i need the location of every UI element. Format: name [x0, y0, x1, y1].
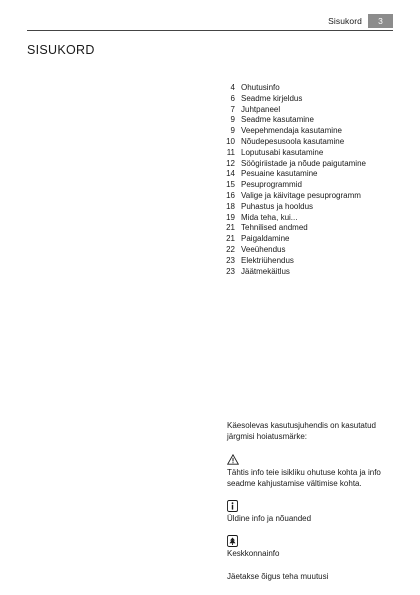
warning-text: Tähtis info teie isikliku ohutuse kohta ja info seadme kahjustamise vältimise kohta.: [227, 467, 381, 488]
toc-entry[interactable]: [213, 234, 403, 245]
toc-page: 15: [226, 180, 235, 190]
toc-page: 9: [230, 126, 235, 136]
symbol-legend: [227, 420, 397, 582]
toc-entry[interactable]: [213, 169, 403, 180]
toc-entry[interactable]: [213, 159, 403, 170]
toc-entry[interactable]: [213, 83, 403, 94]
toc-entry[interactable]: [213, 245, 403, 256]
toc-title: Elektriühendus: [241, 255, 294, 265]
toc-page: 18: [226, 201, 235, 211]
toc-title: Tehnilised andmed: [241, 223, 308, 233]
toc-entry[interactable]: [213, 105, 403, 116]
toc-page: 23: [226, 255, 235, 265]
toc-entry[interactable]: [213, 137, 403, 148]
toc-page: 11: [226, 147, 235, 157]
info-icon: [227, 500, 397, 512]
toc-page: 6: [230, 93, 235, 103]
toc-entry[interactable]: [213, 191, 403, 202]
running-title: Sisukord: [328, 16, 362, 26]
toc-title: Pesuprogrammid: [241, 180, 302, 190]
toc-page: 19: [226, 212, 235, 222]
toc-entry[interactable]: [213, 202, 403, 213]
toc-title: Seadme kasutamine: [241, 115, 314, 125]
toc-title: Puhastus ja hooldus: [241, 201, 314, 211]
warning-icon: [227, 454, 397, 466]
toc-page: 7: [230, 104, 235, 114]
toc-entry[interactable]: [213, 148, 403, 159]
toc-page: 16: [226, 190, 235, 200]
toc-page: 22: [226, 244, 235, 254]
toc-page: 12: [226, 158, 235, 168]
legal-notice: Jäetakse õigus teha muutusi: [227, 571, 329, 581]
toc-title: Veeühendus: [241, 244, 286, 254]
toc-title: Valige ja käivitage pesuprogramm: [241, 190, 361, 200]
toc-page: 21: [226, 223, 235, 233]
environment-icon: [227, 535, 397, 547]
toc-page: 21: [226, 234, 235, 244]
toc-title: Nõudepesusoola kasutamine: [241, 136, 345, 146]
environment-text: Keskkonnainfo: [227, 549, 280, 559]
info-text: Üldine info ja nõuanded: [227, 514, 312, 524]
toc-title: Loputusabi kasutamine: [241, 147, 324, 157]
toc-page: 10: [226, 136, 235, 146]
header-rule: [27, 30, 393, 31]
toc-title: Mida teha, kui...: [241, 212, 298, 222]
toc-page: 9: [230, 115, 235, 125]
toc-title: Seadme kirjeldus: [241, 93, 303, 103]
page-title: SISUKORD: [27, 43, 95, 57]
toc-entry[interactable]: [213, 180, 403, 191]
toc-title: Juhtpaneel: [241, 104, 281, 114]
toc-entry[interactable]: [213, 256, 403, 267]
toc-title: Pesuaine kasutamine: [241, 169, 318, 179]
toc-title: Jäätmekäitlus: [241, 266, 290, 276]
toc-entry[interactable]: [213, 115, 403, 126]
toc-title: Paigaldamine: [241, 234, 290, 244]
toc-title: Söögiriistade ja nõude paigutamine: [241, 158, 366, 168]
toc-entry[interactable]: [213, 213, 403, 224]
toc-title: Ohutusinfo: [241, 83, 280, 92]
toc-page: 14: [226, 169, 235, 179]
table-of-contents: [213, 83, 403, 277]
toc-entry[interactable]: [213, 94, 403, 105]
toc-entry[interactable]: [213, 126, 403, 137]
legend-intro: Käesolevas kasutusjuhendis on kasutatud järgmisi hoiatusmärke:: [227, 421, 376, 442]
page-number: 3: [368, 14, 393, 28]
toc-page: 23: [226, 266, 235, 276]
toc-title: Veepehmendaja kasutamine: [241, 126, 342, 136]
toc-entry[interactable]: [213, 267, 403, 278]
toc-page: 4: [230, 83, 235, 92]
toc-entry[interactable]: [213, 223, 403, 234]
